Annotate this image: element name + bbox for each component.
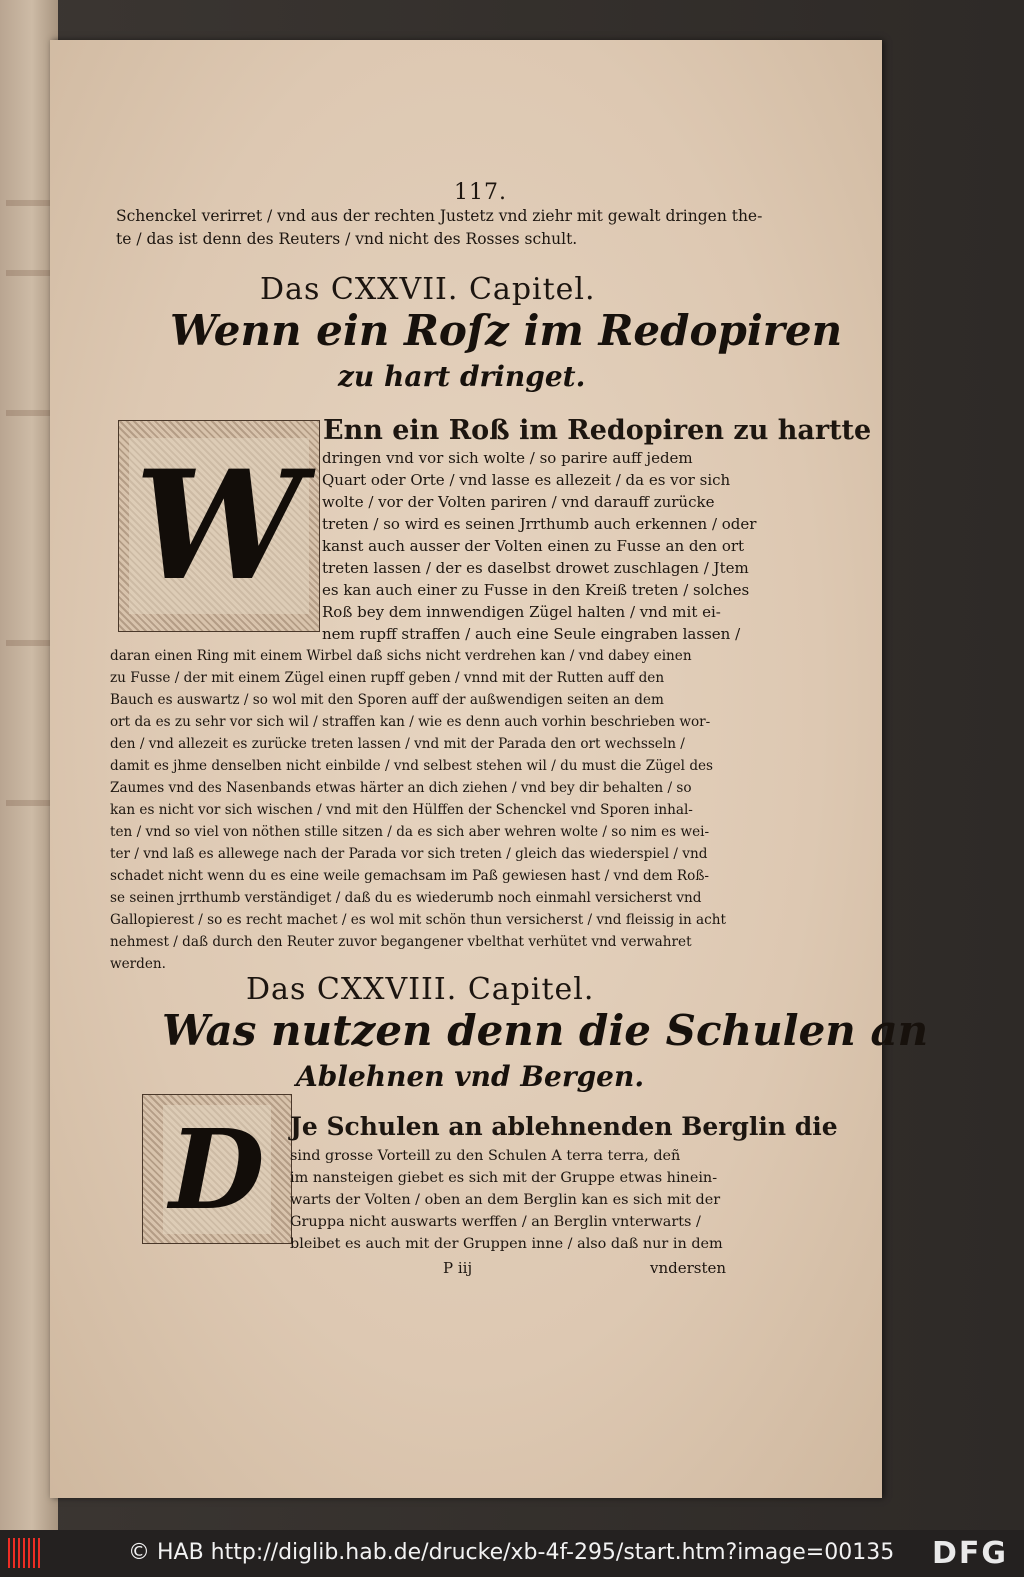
text-line: ort da es zu sehr vor sich wil / straffen kan / wie es denn auch vorhin beschrieben wor-	[110, 714, 711, 730]
chapter-title: Wenn ein Roſz im Redopiren	[170, 306, 843, 355]
text-line: Zaumes vnd des Nasenbands etwas härter an dich ziehen / vnd bey dir behalten / so	[110, 780, 692, 796]
text-line: den / vnd allezeit es zurücke treten lassen / vnd mit der Parada den ort wechsseln /	[110, 736, 685, 752]
text-line: treten lassen / der es daselbst drowet zuschlagen / Jtem	[322, 559, 749, 577]
page-number: 117.	[454, 180, 507, 205]
text-line: wolte / vor der Volten pariren / vnd darauff zurücke	[322, 493, 715, 511]
bleed-through-mark	[6, 270, 50, 276]
text-line: se seinen jrrthumb verständiget / daß du es wiederumb noch einmahl versicherst vnd	[110, 890, 702, 906]
text-line: sind grosse Vorteill zu den Schulen A terra terra, deñ	[290, 1148, 681, 1164]
text-line: Roß bey dem innwendigen Zügel halten / vnd mit ei-	[322, 603, 721, 621]
text-line: nem rupff straffen / auch eine Seule eingraben lassen /	[322, 625, 741, 643]
chapter-heading: Das CXXVII. Capitel.	[260, 272, 596, 307]
text-line: te / das ist denn des Reuters / vnd nicht des Rosses schult.	[116, 230, 578, 248]
catchword: vndersten	[650, 1259, 727, 1277]
text-line: Bauch es auswartz / so wol mit den Sporen auff der außwendigen seiten an dem	[110, 692, 664, 708]
chapter-title: Was nutzen denn die Schulen an	[162, 1006, 929, 1055]
text-line: kanst auch ausser der Volten einen zu Fusse an den ort	[322, 537, 745, 555]
text-line: schadet nicht wenn du es eine weile gemachsam im Paß gewiesen hast / vnd dem Roß-	[110, 868, 710, 884]
text-line: im nansteigen giebet es sich mit der Gruppe etwas hinein-	[290, 1170, 718, 1186]
text-line: Gallopierest / so es recht machet / es wol mit schön thun versicherst / vnd fleissig in acht	[110, 912, 726, 928]
bleed-through-mark	[6, 410, 50, 416]
text-line: warts der Volten / oben an dem Berglin kan es sich mit der	[290, 1192, 721, 1208]
bleed-through-mark	[6, 200, 50, 206]
text-line: kan es nicht vor sich wischen / vnd mit den Hülffen der Schenckel vnd Sporen inhal-	[110, 802, 693, 818]
text-line: werden.	[110, 956, 167, 972]
bleed-through-mark	[6, 640, 50, 646]
book-page	[50, 40, 929, 1498]
text-line: zu Fusse / der mit einem Zügel einen rupff geben / vnnd mit der Rutten auff den	[110, 670, 665, 686]
decorated-initial	[118, 420, 320, 632]
text-line: ter / vnd laß es allewege nach der Parada vor sich treten / gleich das wiederspiel / vnd	[110, 846, 708, 862]
dfg-logo: DFG	[932, 1536, 1009, 1571]
initial-letter: W	[129, 438, 309, 614]
chapter-subtitle: Ablehnen vnd Bergen.	[296, 1060, 645, 1093]
chapter-heading: Das CXXVIII. Capitel.	[246, 972, 595, 1007]
signature-mark: P iij	[443, 1259, 473, 1277]
chapter-subtitle: zu hart dringet.	[338, 360, 586, 393]
text-line: dringen vnd vor sich wolte / so parire auff jedem	[322, 449, 693, 467]
text-line: Quart oder Orte / vnd lasse es allezeit / da es vor sich	[322, 471, 731, 489]
text-line: ten / vnd so viel von nöthen stille sitzen / da es sich aber wehren wolte / so nim es wei-	[110, 824, 710, 840]
text-line: damit es jhme denselben nicht einbilde / vnd selbest stehen wil / du must die Zügel des	[110, 758, 714, 774]
viewer-footer	[0, 1530, 1024, 1577]
bleed-through-mark	[6, 800, 50, 806]
text-line: nehmest / daß durch den Reuter zuvor begangener vbelthat verhütet vnd verwahret	[110, 934, 692, 950]
text-line: Gruppa nicht auswarts werffen / an Berglin vnterwarts /	[290, 1214, 701, 1230]
text-line: bleibet es auch mit der Gruppen inne / also daß nur in dem	[290, 1236, 723, 1252]
hab-barcode-icon	[8, 1538, 42, 1568]
decorated-initial	[142, 1094, 292, 1244]
text-line: daran einen Ring mit einem Wirbel daß sichs nicht verdrehen kan / vnd dabey einen	[110, 648, 692, 664]
text-line: es kan auch einer zu Fusse in den Kreiß treten / solches	[322, 581, 750, 599]
text-line: Je Schulen an ablehnenden Berglin die	[290, 1112, 838, 1141]
text-line: Schenckel verirret / vnd aus der rechten Justetz vnd ziehr mit gewalt dringen the-	[116, 207, 763, 225]
initial-letter: D	[163, 1105, 270, 1234]
text-line: Enn ein Roß im Redopiren zu hartte	[323, 415, 872, 446]
text-line: treten / so wird es seinen Jrrthumb auch erkennen / oder	[322, 515, 757, 533]
source-credit: © HAB http://diglib.hab.de/drucke/xb-4f-295/start.htm?image=00135	[128, 1540, 895, 1565]
